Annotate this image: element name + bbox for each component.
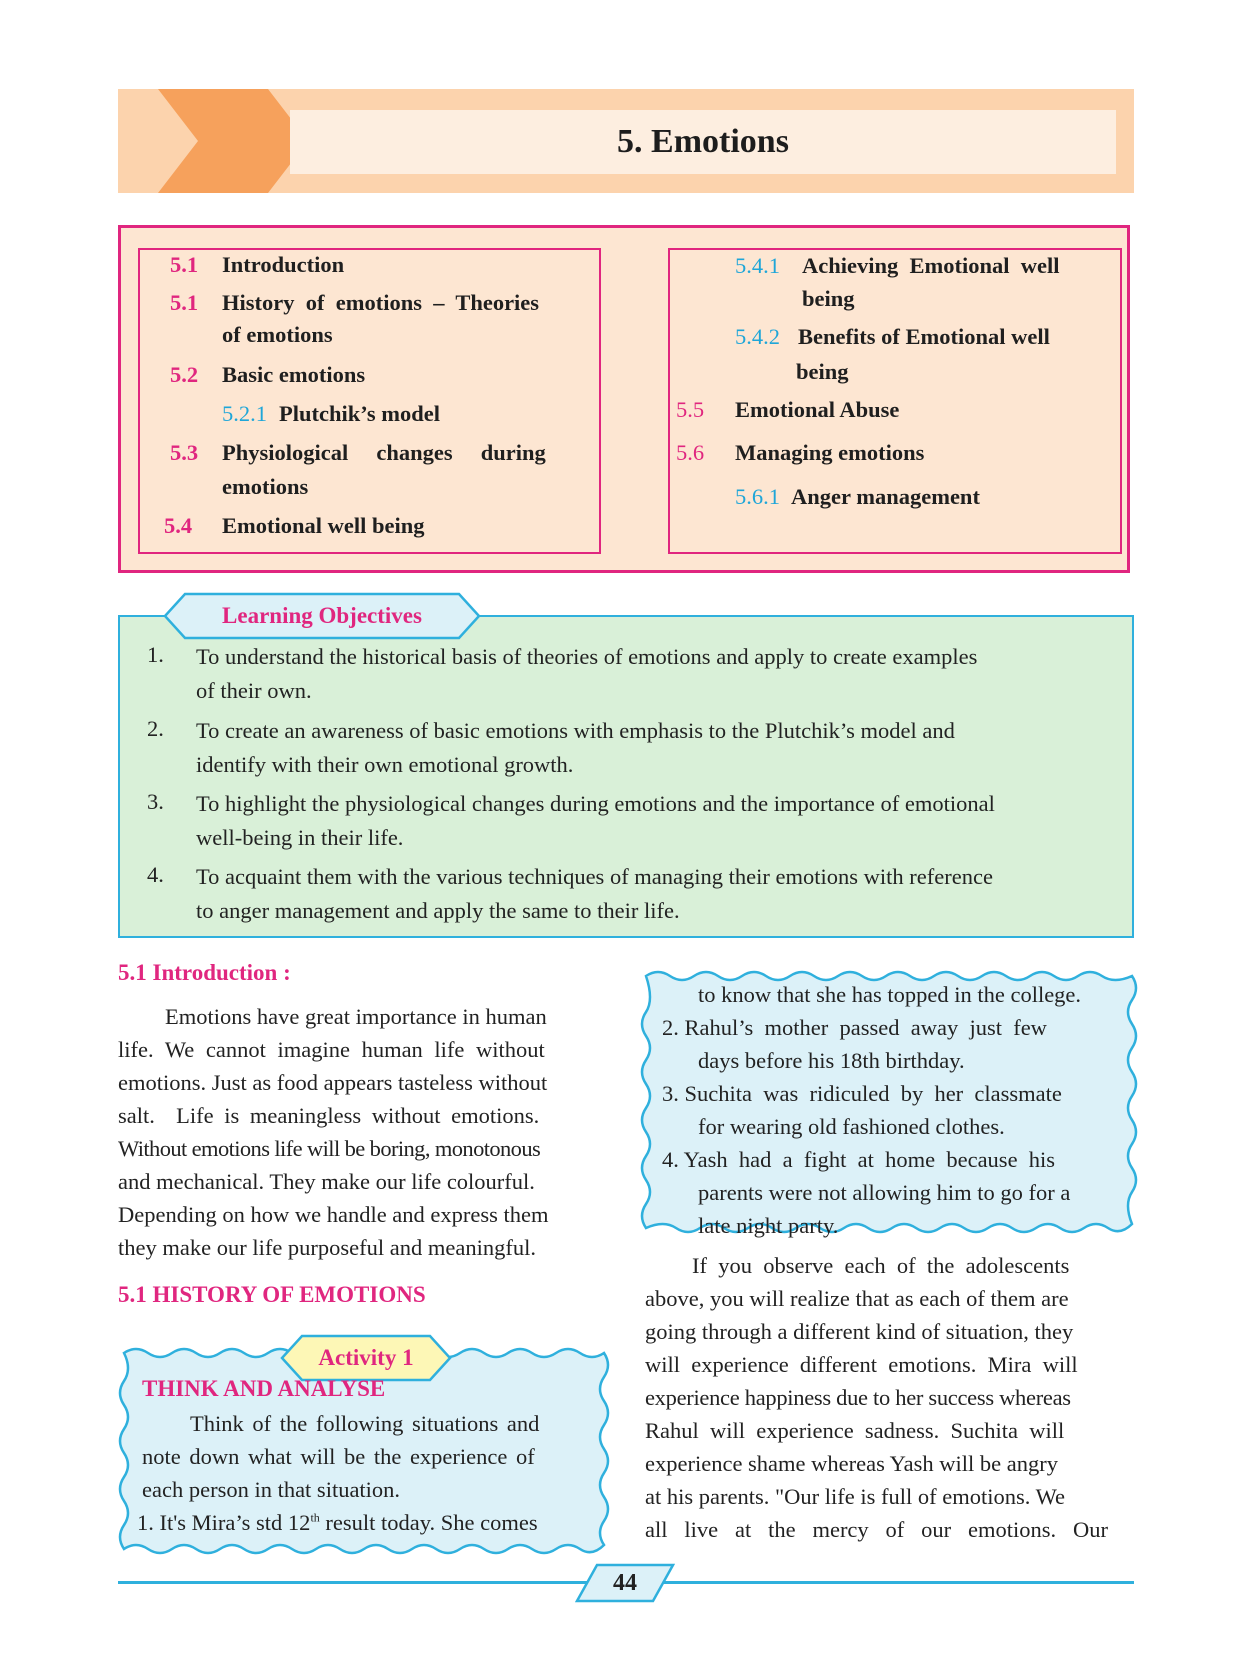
toc-number: 5.1 <box>170 290 199 315</box>
activity-item-1-pre: 1. It's Mira’s std 12 <box>137 1510 311 1535</box>
toc-item-well-being[interactable]: Emotional well being <box>222 513 425 538</box>
right-line: will experience different emotions. Mira will <box>645 1352 1078 1377</box>
activity-item-1-sup: th <box>310 1510 320 1525</box>
activity-subheading: THINK AND ANALYSE <box>142 1376 386 1401</box>
toc-number: 5.1 <box>170 252 199 277</box>
toc-number: 5.2.1 <box>222 401 267 426</box>
objective-3-line2: well-being in their life. <box>196 825 404 850</box>
right-line: above, you will realize that as each of them are <box>645 1286 1069 1311</box>
toc-item-introduction[interactable]: Introduction <box>222 252 345 277</box>
intro-line: Depending on how we handle and express them <box>118 1202 549 1227</box>
activity-line: Think of the following situations and <box>190 1411 540 1436</box>
intro-line: life. We cannot imagine human life without <box>118 1037 545 1062</box>
page-number: 44 <box>613 1570 637 1596</box>
activity-label: Activity 1 <box>318 1345 414 1370</box>
toc-item-anger[interactable]: Anger management <box>791 484 980 509</box>
objective-number: 2. <box>147 716 164 741</box>
right-line: at his parents. "Our life is full of emotions. We <box>645 1484 1066 1509</box>
situation-line: 3. Suchita was ridiculed by her classmate <box>662 1081 1062 1106</box>
intro-line: Emotions have great importance in human <box>165 1004 547 1029</box>
intro-line: and mechanical. They make our life colourful. <box>118 1169 535 1194</box>
toc-item-achieving-cont[interactable]: being <box>802 286 855 311</box>
objective-1-line2: of their own. <box>196 678 312 703</box>
toc-item-history[interactable]: History of emotions – Theories <box>222 290 540 315</box>
toc-item-benefits[interactable]: Benefits of Emotional well <box>798 324 1050 349</box>
right-line: experience shame whereas Yash will be angry <box>645 1451 1058 1476</box>
objective-2-line2: identify with their own emotional growth. <box>196 752 574 777</box>
intro-line: they make our life purposeful and meaningful. <box>118 1235 536 1260</box>
activity-line: each person in that situation. <box>142 1477 401 1502</box>
activity-line: note down what will be the experience of <box>142 1444 535 1469</box>
situation-line: late night party. <box>698 1213 839 1238</box>
situation-line: 2. Rahul’s mother passed away just few <box>662 1015 1047 1040</box>
objective-2-line1: To create an awareness of basic emotions with emphasis to the Plutchik’s model and <box>196 718 955 743</box>
activity-item-1-post: result today. She comes <box>319 1510 538 1535</box>
intro-line: emotions. Just as food appears tasteless without <box>118 1070 548 1095</box>
objective-number: 3. <box>147 789 164 814</box>
toc-item-managing[interactable]: Managing emotions <box>735 440 925 465</box>
toc-item-history-cont[interactable]: of emotions <box>222 322 333 347</box>
activity-item-1 <box>137 1510 538 1536</box>
objective-4-line1: To acquaint them with the various techniques of managing their emotions with reference <box>196 864 993 889</box>
toc-number: 5.4 <box>164 513 193 538</box>
toc-item-benefits-cont[interactable]: being <box>796 359 849 384</box>
situation-line: days before his 18th birthday. <box>698 1048 965 1073</box>
objective-number: 1. <box>147 642 164 667</box>
intro-line: salt. Life is meaningless without emotions. <box>118 1103 540 1128</box>
intro-line: Without emotions life will be boring, monotonous <box>118 1136 541 1161</box>
right-line: Rahul will experience sadness. Suchita will <box>645 1418 1065 1443</box>
toc-number: 5.3 <box>170 440 199 465</box>
toc-number: 5.2 <box>170 362 199 387</box>
objective-number: 4. <box>147 862 164 887</box>
right-line: experience happiness due to her success whereas <box>645 1385 1071 1410</box>
objective-4-line2: to anger management and apply the same to their life. <box>196 898 680 923</box>
right-line: all live at the mercy of our emotions. Our <box>645 1517 1109 1542</box>
toc-number: 5.6 <box>676 440 705 465</box>
toc-number: 5.5 <box>676 397 705 422</box>
toc-item-abuse[interactable]: Emotional Abuse <box>735 397 900 422</box>
toc-item-physiological[interactable]: Physiological changes during <box>222 440 546 465</box>
right-line: going through a different kind of situation, they <box>645 1319 1074 1344</box>
situation-line: for wearing old fashioned clothes. <box>698 1114 1005 1139</box>
toc-item-physiological-cont[interactable]: emotions <box>222 474 309 499</box>
chapter-title: 5. Emotions <box>617 123 789 160</box>
situation-line: to know that she has topped in the college. <box>698 982 1082 1007</box>
situation-line: 4. Yash had a fight at home because his <box>662 1147 1056 1172</box>
toc-item-achieving[interactable]: Achieving Emotional well <box>802 253 1060 278</box>
toc-item-plutchik[interactable]: Plutchik’s model <box>279 401 441 426</box>
situation-line: parents were not allowing him to go for a <box>698 1180 1071 1205</box>
toc-number: 5.4.1 <box>735 253 780 278</box>
learning-objectives-label: Learning Objectives <box>222 603 422 628</box>
toc-item-basic-emotions[interactable]: Basic emotions <box>222 362 366 387</box>
toc-number: 5.6.1 <box>735 484 780 509</box>
section-heading-history: 5.1 HISTORY OF EMOTIONS <box>118 1282 426 1307</box>
section-heading-introduction: 5.1 Introduction : <box>118 960 291 985</box>
objective-3-line1: To highlight the physiological changes during emotions and the importance of emotional <box>196 791 995 816</box>
toc-number: 5.4.2 <box>735 324 780 349</box>
objective-1-line1: To understand the historical basis of theories of emotions and apply to create examples <box>196 644 978 669</box>
right-line: If you observe each of the adolescents <box>692 1253 1070 1278</box>
chevron-arrow-icon <box>118 89 318 193</box>
